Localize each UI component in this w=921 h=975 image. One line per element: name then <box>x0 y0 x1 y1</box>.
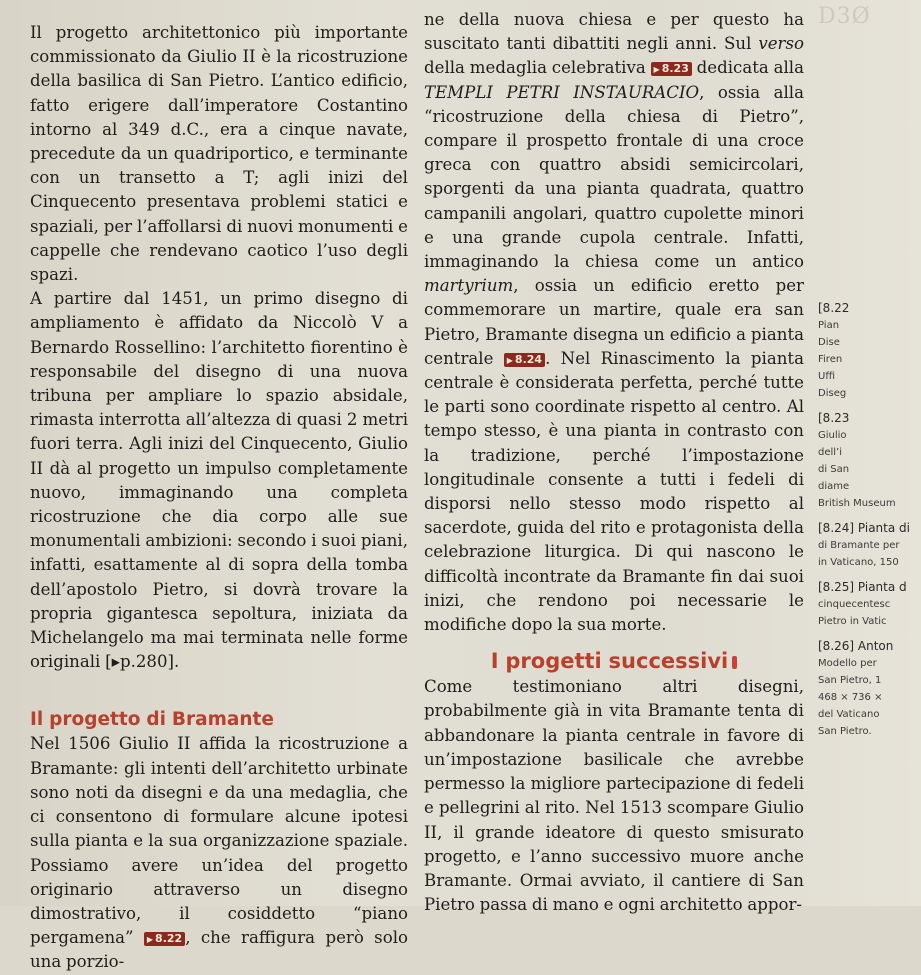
caption-8-22-number: [8.22 <box>818 301 850 315</box>
caption-8-24-title: [8.24] Pianta di <box>818 521 910 535</box>
caption-8-25-title: [8.25] Pianta d <box>818 580 907 594</box>
caption-line: 468 × 736 × <box>818 692 883 703</box>
figure-ref-8-23[interactable]: ▶ 8.23 <box>651 62 692 76</box>
caption-line: diame <box>818 481 850 492</box>
caption-line: dell’i <box>818 447 843 458</box>
caption-line: Pietro in Vatic <box>818 616 887 627</box>
caption-line: in Vaticano, 150 <box>818 557 899 568</box>
caption-line: di San <box>818 464 850 475</box>
play-arrow-icon: ▶ <box>146 935 154 945</box>
caption-line: del Vaticano <box>818 709 880 720</box>
rossellino-paragraph: A partire dal 1451, un primo disegno di ampliamento è affidato da Niccolò V a Bernardo Rossellino: l’architetto fiorentino è responsabile del disegno di una nuova tribuna per ampliare lo spazio absidale, rimasta interrotta all’altezza di quasi 2 metri fuori terra. Agli inizi del Cinquecento, Giulio II dà al progetto un impulso completamente nuovo, immaginando una completa ricostruzione che dia corpo alle sue monumentali ambizioni: secondo i suoi piani, infatti, esattamente al di sopra della tomba dell’apostolo Pietro, si dovrà trovare la propria gigantesca sepoltura, iniziata da Michelangelo ma mai terminata nelle forme originali [▸p.280]. <box>30 289 408 672</box>
figure-ref-8-22[interactable]: ▶ 8.22 <box>144 932 185 946</box>
page-ref-arrow-icon: ▸ <box>111 652 120 672</box>
highlight-marker-icon <box>732 656 737 669</box>
right-column <box>424 8 804 917</box>
intro-paragraph: Il progetto architettonico più importante commissionato da Giulio II è la ricostruzione della basilica di San Pietro. L’antico edificio, fatto erigere dall’imperatore Costantino intorno al 349 d.C., era a cinque navate, precedute da un quadriportico, e terminante con un transetto a T; agli inizi del Cinquecento presentava problemi statici e spaziali, per l’affollarsi di nuovi monumenti e cappelle che rendevano caotico l’uso degli spazi. <box>30 23 408 285</box>
medal-paragraph: ne della nuova chiesa e per questo ha suscitato tanti dibattiti negli anni. Sul verso della medaglia celebrativa ▶ 8.23 dedicata alla TEMPLI PETRI INSTAURACIO, ossia alla “ricostruzione della chiesa di Pietro”, compare il prospetto frontale di una croce greca con quattro absidi semicircolari, sporgenti da una pianta quadrata, quattro campanili angolari, quattro cupolette minori e una grande cupola centrale. Infatti, immaginando la chiesa come un antico martyrium, ossia un edificio eretto per commemorare un martire, quale era san Pietro, Bramante disegna un edificio a pianta centrale ▶ 8.24 . Nel Rinascimento la pianta centrale è considerata perfetta, perché tutte le parti sono coordinate rispetto al centro. Al tempo stesso, è una pianta in contrasto con la tradizione, perché l’impostazione longitudinale consente a tutti i fedeli di disporsi nello stesso modo rispetto al sacerdote, guida del rito e protagonista della celebrazione liturgica. Di qui nascono le difficoltà incontrate da Bramante fin dai suoi inizi, che rendono poi necessarie le modifiche dopo la sua morte. <box>424 10 805 635</box>
caption-line: Diseg <box>818 388 847 399</box>
caption-8-23-number: [8.23 <box>818 411 850 425</box>
caption-line: British Museum <box>818 498 896 509</box>
faded-bleed-through-text: D3Ø <box>818 4 871 29</box>
section-heading-bramante: Il progetto di Bramante <box>30 709 274 731</box>
caption-line: San Pietro. <box>818 726 872 737</box>
figure-ref-8-24[interactable]: ▶ 8.24 <box>504 353 545 367</box>
section-heading-progetti-successivi: I progetti successivi <box>424 647 804 675</box>
caption-line: di Bramante per <box>818 540 900 551</box>
caption-line: Modello per <box>818 658 877 669</box>
caption-line: Dise <box>818 337 840 348</box>
side-captions <box>818 300 921 740</box>
play-arrow-icon: ▶ <box>653 65 660 75</box>
left-column <box>30 21 408 975</box>
bramante-paragraph: Nel 1506 Giulio II affida la ricostruzione a Bramante: gli intenti dell’architetto urbinate sono noti da disegni e da una medaglia, che ci consentono di formulare alcune ipotesi sulla pianta e la sua organizzazione spaziale. Possiamo avere un’idea del progetto originario attraverso un disegno dimostrativo, il cosiddetto “piano pergamena” ▶ 8.22 , che raffigura però solo una porzio- <box>30 734 408 972</box>
caption-line: Giulio <box>818 430 847 441</box>
caption-line: cinquecentesc <box>818 599 891 610</box>
caption-line: Pian <box>818 320 840 331</box>
play-arrow-icon: ▶ <box>506 355 513 365</box>
page-ref-link[interactable]: p.280 <box>119 652 168 672</box>
caption-line: Firen <box>818 354 843 365</box>
successivi-paragraph: Come testimoniano altri disegni, probabilmente già in vita Bramante tenta di abbandonare la pianta centrale in favore di un’impostazione basilicale che avrebbe permesso la migliore partecipazione di fedeli e pellegrini al rito. Nel 1513 scompare Giulio II, il grande ideatore di questo smisurato progetto, e l’anno successivo muore anche Bramante. Ormai avviato, il cantiere di San Pietro passa di mano e ogni architetto appor- <box>424 677 804 915</box>
caption-line: San Pietro, 1 <box>818 675 882 686</box>
caption-line: Uffi <box>818 371 835 382</box>
caption-8-26-title: [8.26] Anton <box>818 639 894 653</box>
